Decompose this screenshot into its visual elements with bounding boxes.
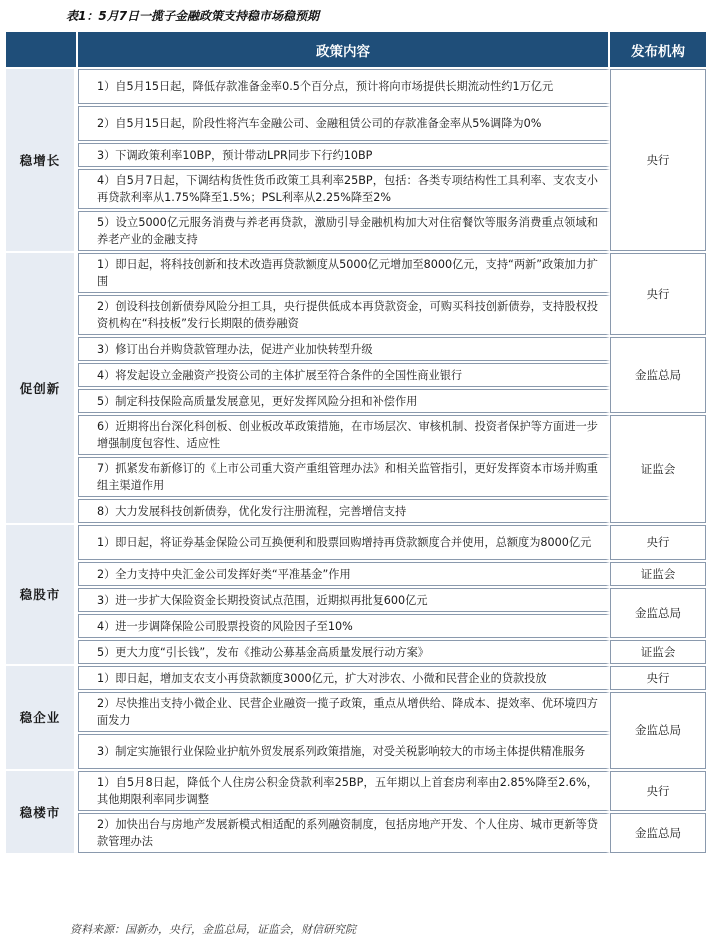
table-row bbox=[6, 363, 706, 387]
policy-content-cell: 1）即日起，增加支农支小再贷款额度3000亿元，扩大对涉农、小微和民营企业的贷款投放 bbox=[78, 666, 610, 690]
header-content: 政策内容 bbox=[78, 32, 610, 67]
table-row bbox=[6, 389, 706, 413]
table-row bbox=[6, 692, 706, 732]
table-row bbox=[6, 666, 706, 690]
institution-cell: 金监总局 bbox=[610, 337, 706, 413]
policy-content-cell: 2）创设科技创新债券风险分担工具，央行提供低成本再贷款资金，可购买科技创新债券，支持股权投资机构在“科技板”发行长期限的债券融资 bbox=[78, 295, 610, 335]
institution-cell: 金监总局 bbox=[610, 692, 706, 769]
policy-table bbox=[6, 30, 706, 855]
table-row bbox=[6, 499, 706, 523]
policy-content-cell: 2）加快出台与房地产发展新模式相适配的系列融资制度，包括房地产开发、个人住房、城市更新等贷款管理办法 bbox=[78, 813, 610, 853]
table-caption: 表1：5月7日一揽子金融政策支持稳市场稳预期 bbox=[66, 9, 320, 23]
policy-content-cell: 4）进一步调降保险公司股票投资的风险因子至10% bbox=[78, 614, 610, 638]
table-row bbox=[6, 771, 706, 811]
table-body bbox=[6, 69, 706, 853]
policy-content-cell: 5）设立5000亿元服务消费与养老再贷款，激励引导金融机构加大对住宿餐饮等服务消费重点领域和养老产业的金融支持 bbox=[78, 211, 610, 251]
policy-content-cell: 2）全力支持中央汇金公司发挥好类“平准基金”作用 bbox=[78, 562, 610, 586]
institution-cell: 央行 bbox=[610, 69, 706, 251]
policy-content-cell: 3）制定实施银行业保险业护航外贸发展系列政策措施，对受关税影响较大的市场主体提供精准服务 bbox=[78, 734, 610, 769]
policy-content-cell: 2）自5月15日起，阶段性将汽车金融公司、金融租赁公司的存款准备金率从5%调降为0% bbox=[78, 106, 610, 141]
table-header-row bbox=[6, 32, 706, 67]
policy-content-cell: 2）尽快推出支持小微企业、民营企业融资一揽子政策，重点从增供给、降成本、提效率、优环境四方面发力 bbox=[78, 692, 610, 732]
table-row bbox=[6, 295, 706, 335]
policy-content-cell: 8）大力发展科技创新债券，优化发行注册流程，完善增信支持 bbox=[78, 499, 610, 523]
table-row bbox=[6, 813, 706, 853]
table-row bbox=[6, 588, 706, 612]
institution-cell: 央行 bbox=[610, 525, 706, 560]
institution-cell: 金监总局 bbox=[610, 813, 706, 853]
policy-content-cell: 5）制定科技保险高质量发展意见，更好发挥风险分担和补偿作用 bbox=[78, 389, 610, 413]
category-cell: 稳增长 bbox=[6, 69, 78, 251]
policy-content-cell: 5）更大力度“引长钱”，发布《推动公募基金高质量发展行动方案》 bbox=[78, 640, 610, 664]
category-cell: 稳楼市 bbox=[6, 771, 78, 853]
institution-cell: 金监总局 bbox=[610, 588, 706, 638]
table-row bbox=[6, 562, 706, 586]
table-row bbox=[6, 415, 706, 455]
table-row bbox=[6, 457, 706, 497]
table-row bbox=[6, 253, 706, 293]
policy-content-cell: 3）进一步扩大保险资金长期投资试点范围，近期拟再批复600亿元 bbox=[78, 588, 610, 612]
header-institution: 发布机构 bbox=[610, 32, 706, 67]
policy-content-cell: 3）下调政策利率10BP，预计带动LPR同步下行约10BP bbox=[78, 143, 610, 167]
institution-cell: 证监会 bbox=[610, 640, 706, 664]
table-row bbox=[6, 69, 706, 104]
policy-content-cell: 3）修订出台并购贷款管理办法，促进产业加快转型升级 bbox=[78, 337, 610, 361]
institution-cell: 证监会 bbox=[610, 415, 706, 523]
institution-cell: 央行 bbox=[610, 666, 706, 690]
policy-content-cell: 4）自5月7日起，下调结构货性货币政策工具利率25BP，包括：各类专项结构性工具利率、支农支小再贷款利率从1.75%降至1.5%；PSL利率从2.25%降至2% bbox=[78, 169, 610, 209]
table-row bbox=[6, 169, 706, 209]
table-row bbox=[6, 640, 706, 664]
policy-content-cell: 6）近期将出台深化科创板、创业板改革政策措施，在市场层次、审核机制、投资者保护等方面进一步增强制度包容性、适应性 bbox=[78, 415, 610, 455]
category-cell: 稳股市 bbox=[6, 525, 78, 664]
institution-cell: 央行 bbox=[610, 771, 706, 811]
institution-cell: 证监会 bbox=[610, 562, 706, 586]
header-category bbox=[6, 32, 78, 67]
table-row bbox=[6, 211, 706, 251]
table-row bbox=[6, 106, 706, 141]
policy-content-cell: 1）即日起，将证券基金保险公司互换便利和股票回购增持再贷款额度合并使用，总额度为8000亿元 bbox=[78, 525, 610, 560]
category-cell: 稳企业 bbox=[6, 666, 78, 769]
table-row bbox=[6, 525, 706, 560]
policy-content-cell: 4）将发起设立金融资产投资公司的主体扩展至符合条件的全国性商业银行 bbox=[78, 363, 610, 387]
policy-content-cell: 1）自5月15日起，降低存款准备金率0.5个百分点，预计将向市场提供长期流动性约1万亿元 bbox=[78, 69, 610, 104]
policy-content-cell: 1）自5月8日起，降低个人住房公积金贷款利率25BP，五年期以上首套房利率由2.85%降至2.6%，其他期限利率同步调整 bbox=[78, 771, 610, 811]
table-row bbox=[6, 734, 706, 769]
source-note: 资料来源：国新办，央行，金监总局，证监会，财信研究院 bbox=[70, 923, 356, 936]
policy-content-cell: 1）即日起，将科技创新和技术改造再贷款额度从5000亿元增加至8000亿元，支持“两新”政策加力扩围 bbox=[78, 253, 610, 293]
table-row bbox=[6, 143, 706, 167]
category-cell: 促创新 bbox=[6, 253, 78, 523]
policy-content-cell: 7）抓紧发布新修订的《上市公司重大资产重组管理办法》和相关监管指引，更好发挥资本市场并购重组主渠道作用 bbox=[78, 457, 610, 497]
table-row bbox=[6, 337, 706, 361]
table-row bbox=[6, 614, 706, 638]
institution-cell: 央行 bbox=[610, 253, 706, 335]
